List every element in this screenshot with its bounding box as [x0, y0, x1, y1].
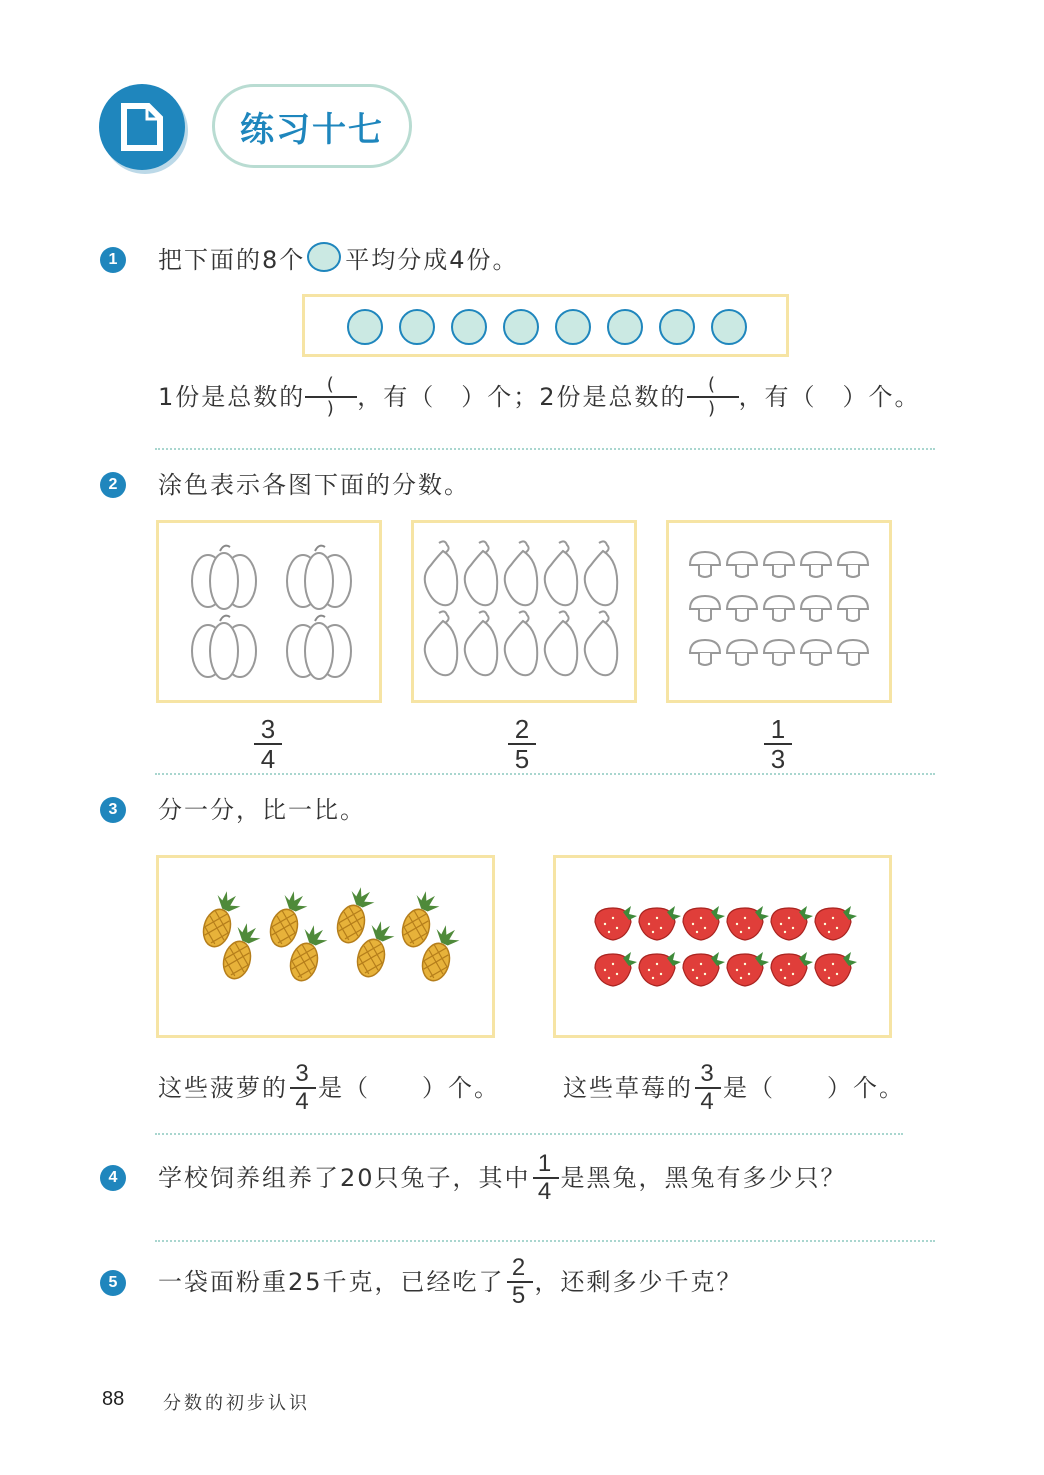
separator [155, 448, 935, 450]
circle-icon [347, 309, 383, 345]
eggplant-icon [545, 611, 577, 675]
pineapple-icon [334, 884, 378, 947]
fraction-denominator: 4 [537, 1178, 554, 1205]
fraction-denominator: 4 [295, 1088, 311, 1115]
fraction-numerator: 3 [295, 1060, 311, 1087]
fraction-3-4 [252, 716, 284, 772]
q3-right-answer [563, 1062, 905, 1114]
q5-prompt [158, 1256, 743, 1308]
mushroom-icon [838, 596, 868, 621]
fraction-2-5 [507, 1256, 533, 1308]
page-title: 练习十七 [240, 109, 384, 150]
eggplant-icon [425, 541, 457, 605]
circle-icon [607, 309, 643, 345]
fraction-1-4 [533, 1152, 559, 1204]
circle-icon [503, 309, 539, 345]
mushroom-icon [838, 552, 868, 577]
q3-left-text-a: 这些菠萝的 [158, 1074, 288, 1102]
mushroom-icon [801, 640, 831, 665]
fraction-2-5 [506, 716, 538, 772]
mushroom-icon [838, 640, 868, 665]
pumpkins-box [156, 520, 382, 703]
circle-icon [659, 309, 695, 345]
page-title-pill [212, 84, 412, 168]
strawberry-icon [595, 906, 637, 940]
q3-right-text-b[interactable]: 是（ ）个。 [723, 1074, 905, 1102]
mushrooms-box [666, 520, 892, 703]
fraction-denominator: 4 [260, 744, 276, 774]
fraction-denominator: 3 [770, 744, 786, 774]
question-number-4: 4 [100, 1165, 126, 1191]
fraction-3-4-strawberry [695, 1062, 721, 1114]
strawberry-icon [683, 952, 725, 986]
eggplant-icon [465, 611, 497, 675]
eggplants-box [411, 520, 637, 703]
question-number-3: 3 [100, 797, 126, 823]
separator [155, 1240, 935, 1242]
mushroom-icon [764, 640, 794, 665]
page-number: 88 [102, 1388, 125, 1410]
eggplant-icon [545, 541, 577, 605]
blank-fraction-1-den: ) [326, 398, 336, 419]
eggplant-icon [585, 611, 617, 675]
strawberry-icon [727, 906, 769, 940]
strawberry-icon [815, 906, 857, 940]
pumpkin-icon [287, 546, 351, 609]
eggplant-icon [425, 611, 457, 675]
q3-right-text-a: 这些草莓的 [563, 1074, 693, 1102]
q3-prompt: 分一分，比一比。 [158, 796, 366, 824]
mushroom-icon [801, 596, 831, 621]
q1-prompt [158, 248, 519, 272]
q1-circles-box [302, 294, 789, 357]
blank-fraction-2-num: ( [708, 374, 718, 395]
separator [155, 773, 935, 775]
pineapples-graphic [159, 858, 492, 1035]
pumpkin-icon [287, 616, 351, 679]
eggplants-graphic [414, 523, 634, 700]
fraction-1-3 [762, 716, 794, 772]
strawberries-box [553, 855, 892, 1038]
question-number-5: 5 [100, 1270, 126, 1296]
blank-fraction-1[interactable] [305, 376, 357, 418]
pineapple-icon [399, 888, 443, 951]
separator [155, 1133, 903, 1135]
q3-left-text-b[interactable]: 是（ ）个。 [318, 1074, 500, 1102]
pumpkin-icon [192, 546, 256, 609]
circle-icon [307, 242, 341, 272]
question-number-1: 1 [100, 247, 126, 273]
strawberry-icon [727, 952, 769, 986]
fraction-3-4-pineapple [290, 1062, 316, 1114]
strawberry-icon [639, 952, 681, 986]
eggplant-icon [585, 541, 617, 605]
q1-line-part-a: 1份是总数的 [158, 383, 306, 411]
strawberry-icon [639, 906, 681, 940]
q4-prompt [158, 1152, 847, 1204]
q1-circles-row [347, 309, 747, 345]
q3-left-answer [158, 1062, 500, 1114]
fraction-numerator: 2 [511, 1254, 528, 1281]
q1-line-part-b: ，有（ ）个；2份是总数的 [357, 383, 687, 411]
fraction-denominator: 5 [514, 744, 530, 774]
pumpkins-graphic [159, 523, 379, 700]
fraction-numerator: 3 [700, 1060, 716, 1087]
mushrooms-graphic [669, 523, 889, 700]
circle-icon [399, 309, 435, 345]
q2-prompt: 涂色表示各图下面的分数。 [158, 471, 470, 499]
mushroom-icon [690, 552, 720, 577]
mushroom-icon [764, 596, 794, 621]
pumpkin-icon [192, 616, 256, 679]
circle-icon [711, 309, 747, 345]
q1-text-before: 把下面的8个 [158, 246, 306, 274]
blank-fraction-2-den: ) [708, 398, 718, 419]
fraction-denominator: 5 [511, 1282, 528, 1309]
mushroom-icon [690, 640, 720, 665]
fraction-numerator: 1 [537, 1150, 554, 1177]
q4-text-a: 学校饲养组养了20只兔子，其中 [158, 1164, 531, 1192]
eggplant-icon [505, 541, 537, 605]
strawberry-icon [815, 952, 857, 986]
chapter-title: 分数的初步认识 [163, 1393, 310, 1414]
strawberries-graphic [556, 858, 889, 1035]
mushroom-icon [690, 596, 720, 621]
circle-icon [555, 309, 591, 345]
mushroom-icon [764, 552, 794, 577]
q4-text-b: 是黑兔，黑兔有多少只？ [560, 1164, 847, 1192]
q5-text-b: ，还剩多少千克？ [534, 1268, 743, 1296]
strawberry-icon [771, 952, 813, 986]
q5-text-a: 一袋面粉重25千克，已经吃了 [158, 1268, 505, 1296]
fraction-numerator: 1 [770, 714, 786, 744]
fraction-numerator: 2 [514, 714, 530, 744]
q1-answer-line [158, 372, 921, 422]
mushroom-icon [727, 552, 757, 577]
strawberry-icon [595, 952, 637, 986]
strawberry-icon [771, 906, 813, 940]
circle-icon [451, 309, 487, 345]
document-icon-graphic [99, 84, 185, 170]
eggplant-icon [505, 611, 537, 675]
mushroom-icon [727, 596, 757, 621]
blank-fraction-1-num: ( [326, 374, 336, 395]
mushroom-icon [801, 552, 831, 577]
document-icon [99, 84, 185, 170]
pineapple-icon [267, 888, 311, 951]
pineapples-box [156, 855, 495, 1038]
question-number-2: 2 [100, 472, 126, 498]
fraction-denominator: 4 [700, 1088, 716, 1115]
eggplant-icon [465, 541, 497, 605]
fraction-numerator: 3 [260, 714, 276, 744]
q1-line-part-c: ，有（ ）个。 [738, 383, 921, 411]
q1-text-after: 平均分成4份。 [345, 246, 519, 274]
strawberry-icon [683, 906, 725, 940]
blank-fraction-2[interactable] [687, 376, 739, 418]
mushroom-icon [727, 640, 757, 665]
